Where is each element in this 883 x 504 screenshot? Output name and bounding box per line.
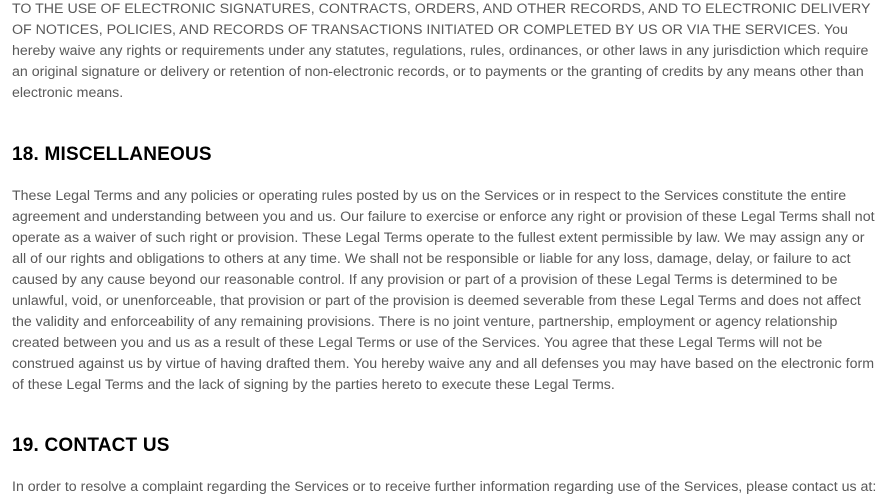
- contact-us-paragraph: In order to resolve a complaint regarding the Services or to receive further information regarding use of the Services, please contact us at:: [12, 479, 877, 495]
- electronic-communications-paragraph: TO THE USE OF ELECTRONIC SIGNATURES, CONTRACTS, ORDERS, AND OTHER RECORDS, AND TO ELECTRONIC DELIVERY OF NOTICES, POLICIES, AND RECORDS OF TRANSACTIONS INITIATED OR COMPLETED BY US OR VIA THE SERVICES. You hereby waive any rights or requirements under any statutes, regulations, rules, ordinances, or other laws in any jurisdiction which require an original signature or delivery or retention of non-electronic records, or to payments or the granting of credits by any means other than electronic means.: [12, 1, 871, 101]
- miscellaneous-paragraph: These Legal Terms and any policies or operating rules posted by us on the Services or in respect to the Services constitute the entire agreement and understanding between you and us. Our failure to exercise or enforce any right or provision of these Legal Terms shall not operate as a waiver of such right or provision. These Legal Terms operate to the fullest extent permissible by law. We may assign any or all of our rights and obligations to others at any time. We shall not be responsible or liable for any loss, damage, delay, or failure to act caused by any cause beyond our reasonable control. If any provision or part of a provision of these Legal Terms is determined to be unlawful, void, or unenforceable, that provision or part of the provision is deemed severable from these Legal Terms and does not affect the validity and enforceability of any remaining provisions. There is no joint venture, partnership, employment or agency relationship created between you and us as a result of these Legal Terms or use of the Services. You agree that these Legal Terms will not be construed against us by virtue of having drafted them. You hereby waive any and all defenses you may have based on the electronic form of these Legal Terms and the lack of signing by the parties hereto to execute these Legal Terms.: [12, 188, 875, 393]
- section-heading-contact-us: 19. CONTACT US: [12, 435, 170, 456]
- section-heading-miscellaneous: 18. MISCELLANEOUS: [12, 144, 212, 165]
